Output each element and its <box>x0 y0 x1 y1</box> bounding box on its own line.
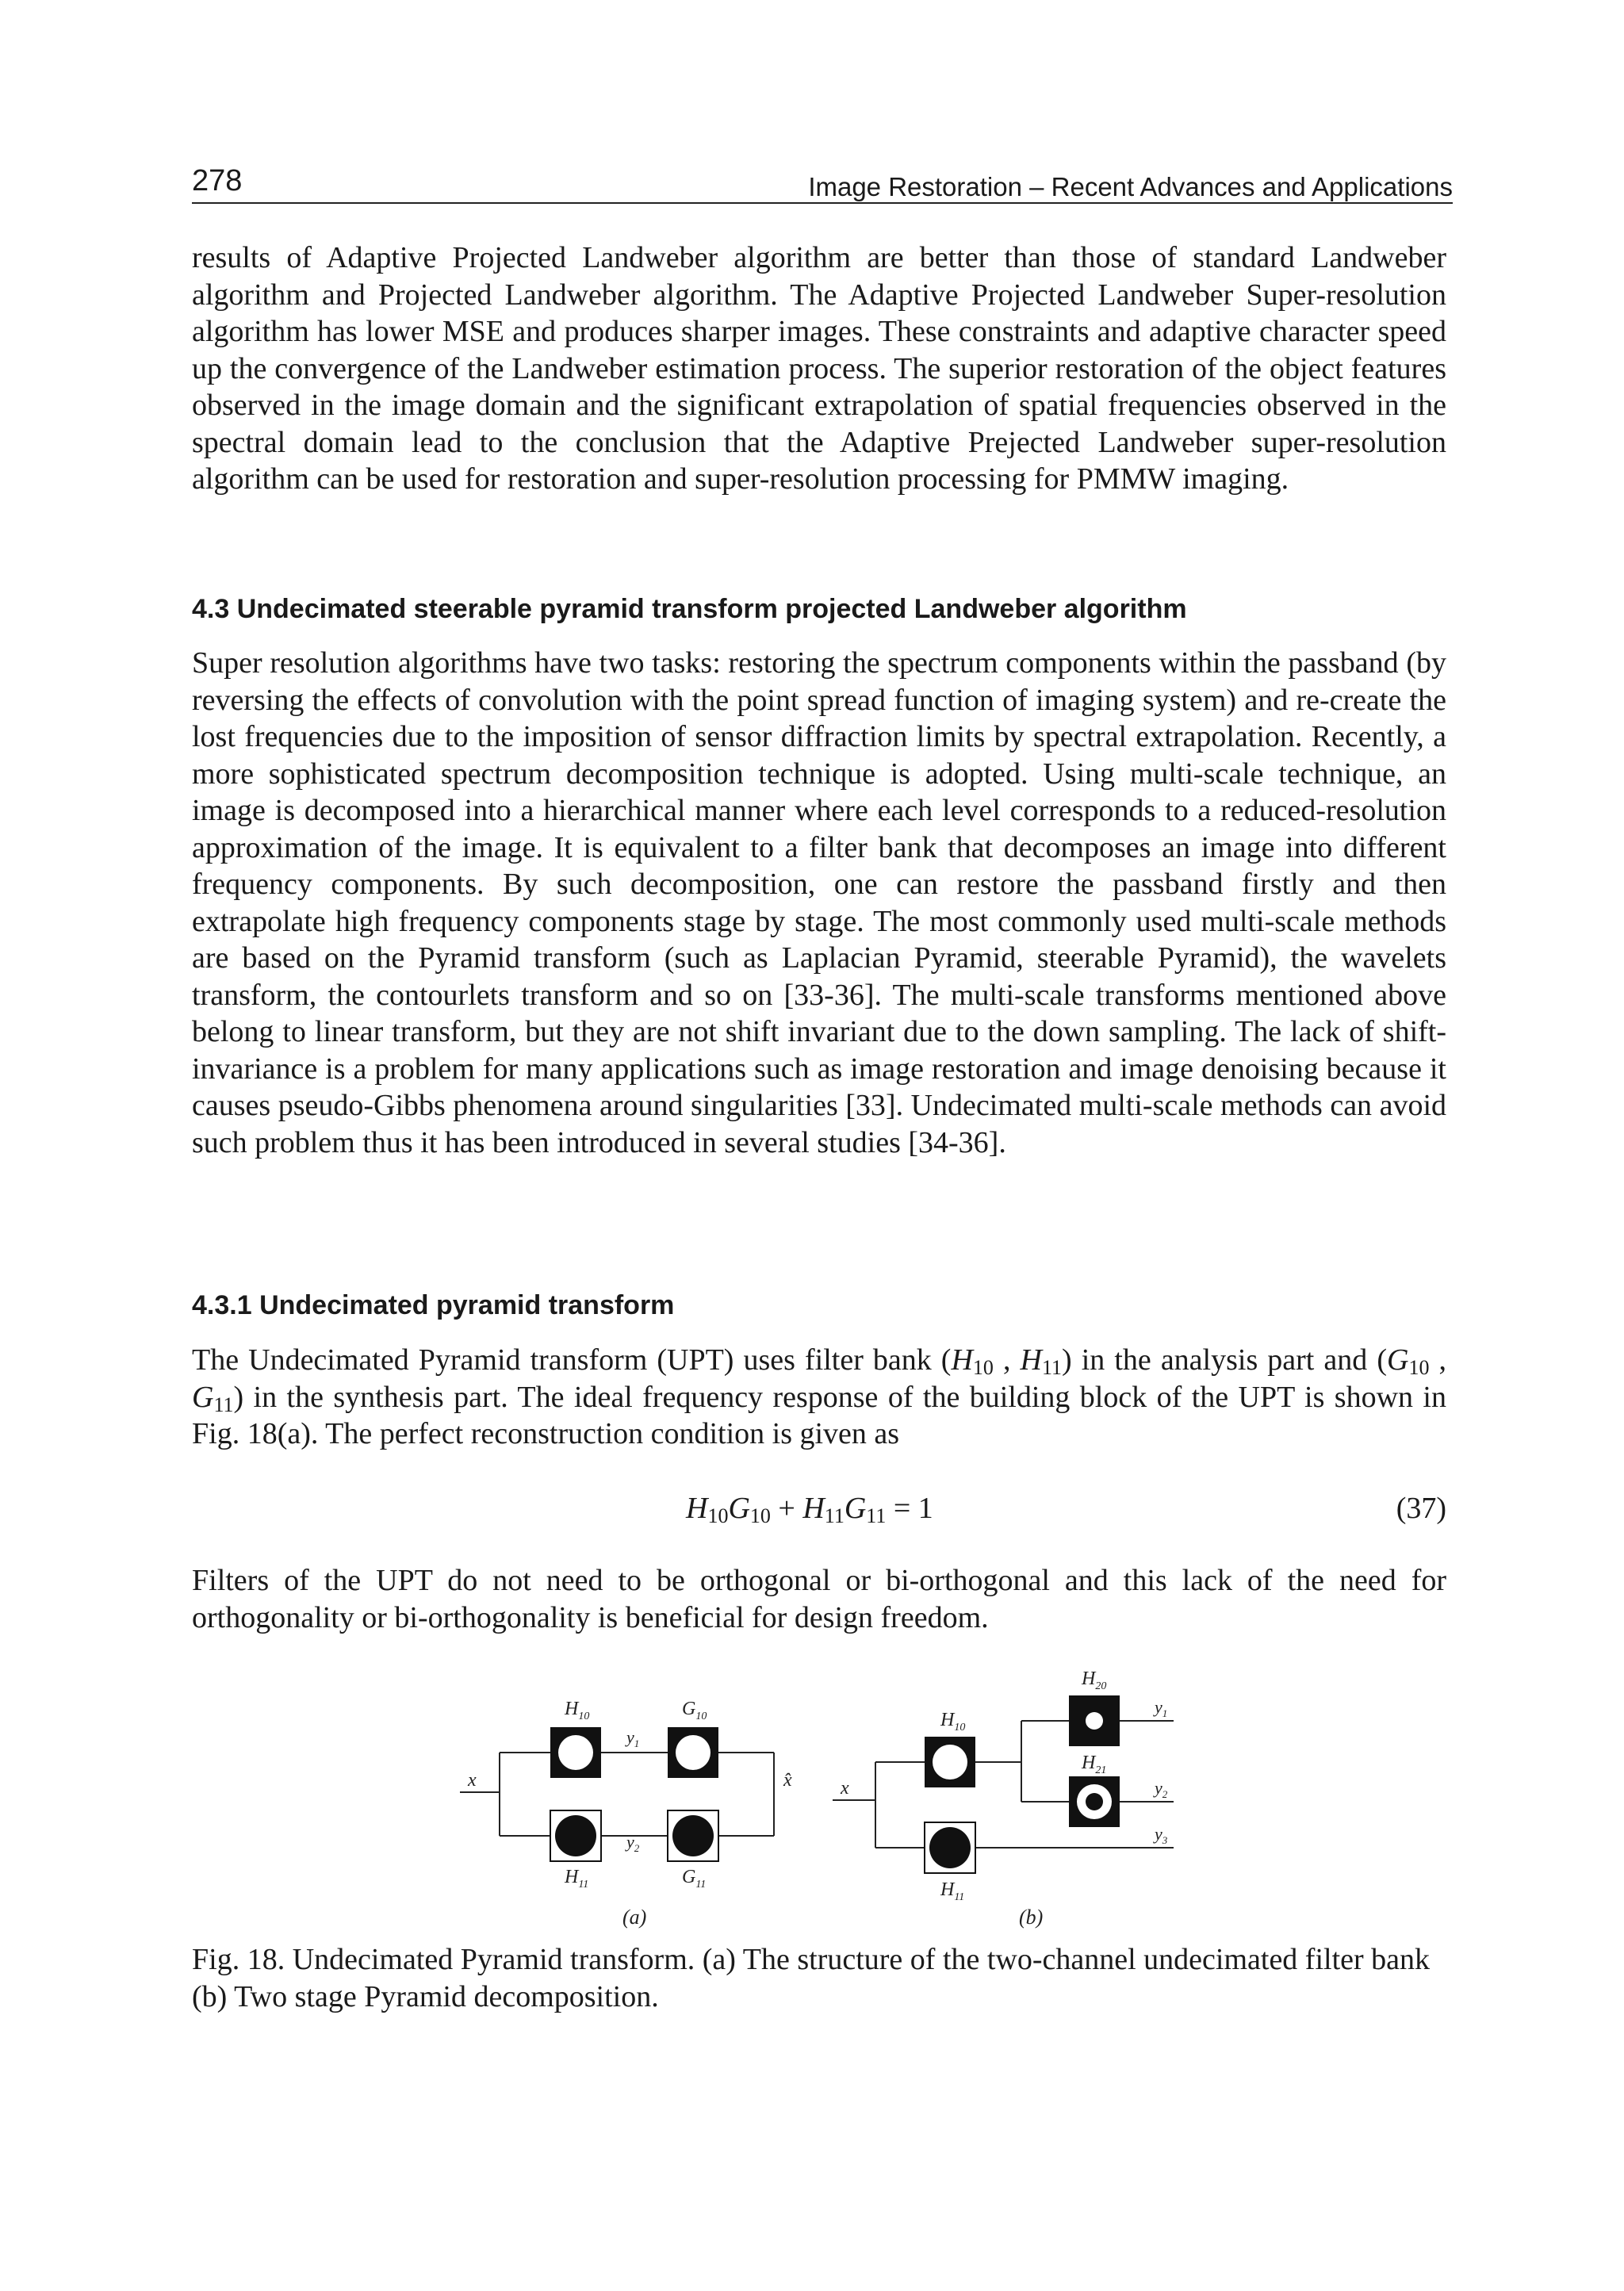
page-number: 278 <box>192 164 243 197</box>
label-h10-b: $H_{10}$ <box>940 1710 966 1734</box>
label-g10-a: $G_{10}$ <box>682 1699 707 1722</box>
equation-number: (37) <box>1396 1492 1446 1525</box>
section-heading-4-3-1: 4.3.1 Undecimated pyramid transform <box>192 1290 675 1320</box>
figure-18 <box>444 1665 1221 1951</box>
filter-h11-a <box>550 1810 601 1861</box>
label-y2-b: $y_2$ <box>1155 1778 1168 1800</box>
label-y1-b: $y_1$ <box>1155 1697 1168 1719</box>
equation-37: $H_{10}G_{10} + H_{11}G_{11} = 1$ <box>686 1492 933 1527</box>
filter-g11-a <box>668 1810 718 1861</box>
filter-h21-b <box>1069 1776 1120 1827</box>
label-g11-a: $G_{11}$ <box>682 1867 707 1891</box>
label-h11-a: $H_{11}$ <box>565 1867 589 1891</box>
filter-h10-a <box>550 1727 601 1778</box>
figure-18b <box>833 1721 1174 1848</box>
label-y2-a: $y_2$ <box>626 1832 640 1854</box>
figure-label-a: (a) <box>622 1906 647 1929</box>
filter-g10-a <box>668 1727 718 1778</box>
figure-18a <box>460 1753 774 1836</box>
filter-h10-b <box>925 1737 975 1787</box>
section-4-3-paragraph: Super resolution algorithms have two tasks: restoring the spectrum components within the passband (by reversing the effects of convolution with the point spread function of imaging system) and re-create the lost frequencies due to the imposition of sensor diffraction limits by spectral extrapolation. Recently, a more sophisticated spectrum decomposition technique is adopted. Using multi-scale technique, an image is decomposed into a hierarchical manner where each level corresponds to a reduced-resolution approximation of the image. It is equivalent to a filter bank that decomposes an image into different frequency components. By such decomposition, one can restore the passband firstly and then extrapolate high frequency components stage by stage. The most commonly used multi-scale methods are based on the Pyramid transform (such as Laplacian Pyramid, steerable Pyramid), the wavelets transform, the contourlets transform and so on [33-36]. The multi-scale transforms mentioned above belong to linear transform, but they are not shift invariant due to the down sampling. The lack of shift-invariance is a problem for many applications such as image restoration and image denoising because it causes pseudo-Gibbs phenomena around singularities [33]. Undecimated multi-scale methods can avoid such problem thus it has been introduced in several studies [34-36]. <box>192 646 1446 1159</box>
figure-caption: Fig. 18. Undecimated Pyramid transform. (a) The structure of the two-channel undecimated filter bank (b) Two stage Pyramid decomposition. <box>192 1943 1431 2013</box>
label-y3-b: $y_3$ <box>1155 1824 1168 1846</box>
intro-paragraph: results of Adaptive Projected Landweber algorithm are better than those of standard Landweber algorithm and Projected Landweber algorithm. The Adaptive Projected Landweber Super-resolution algorithm has lower MSE and produces sharper images. These constraints and adaptive character speed up the convergence of the Landweber estimation process. The superior restoration of the object features observed in the image domain and the significant extrapolation of spatial frequencies observed in the spectral domain lead to the conclusion that the Adaptive Prejected Landweber super-resolution algorithm can be used for restoration and super-resolution processing for PMMW imaging. <box>192 241 1446 496</box>
label-h21-b: $H_{21}$ <box>1082 1753 1107 1776</box>
section-heading-4-3: 4.3 Undecimated steerable pyramid transform projected Landweber algorithm <box>192 594 1187 624</box>
filter-h11-b <box>925 1822 975 1873</box>
output-xhat-a: x̂ <box>783 1770 792 1791</box>
book-title: Image Restoration – Recent Advances and Applications <box>808 172 1453 201</box>
figure-label-b: (b) <box>1019 1906 1044 1929</box>
input-x-a: x <box>468 1770 477 1791</box>
running-header <box>192 163 1453 204</box>
label-h10-a: $H_{10}$ <box>565 1699 590 1722</box>
input-x-b: x <box>841 1778 849 1799</box>
orthogonality-paragraph: Filters of the UPT do not need to be orthogonal or bi-orthogonal and this lack of the need for orthogonality or bi-orthogonality is beneficial for design freedom. <box>192 1564 1446 1634</box>
upt-intro-paragraph: The Undecimated Pyramid transform (UPT) uses filter bank ($H_{10}$ , $H_{11}$) in the analysis part and ($G_{10}$ , $G_{11}$) in the synthesis part. The ideal frequency response of the building block of the UPT is shown in Fig. 18(a). The perfect reconstruction condition is given as <box>192 1343 1447 1450</box>
filter-h20-b <box>1069 1695 1120 1746</box>
label-h11-b: $H_{11}$ <box>940 1879 965 1903</box>
label-h20-b: $H_{20}$ <box>1082 1668 1107 1692</box>
label-y1-a: $y_1$ <box>626 1727 640 1749</box>
